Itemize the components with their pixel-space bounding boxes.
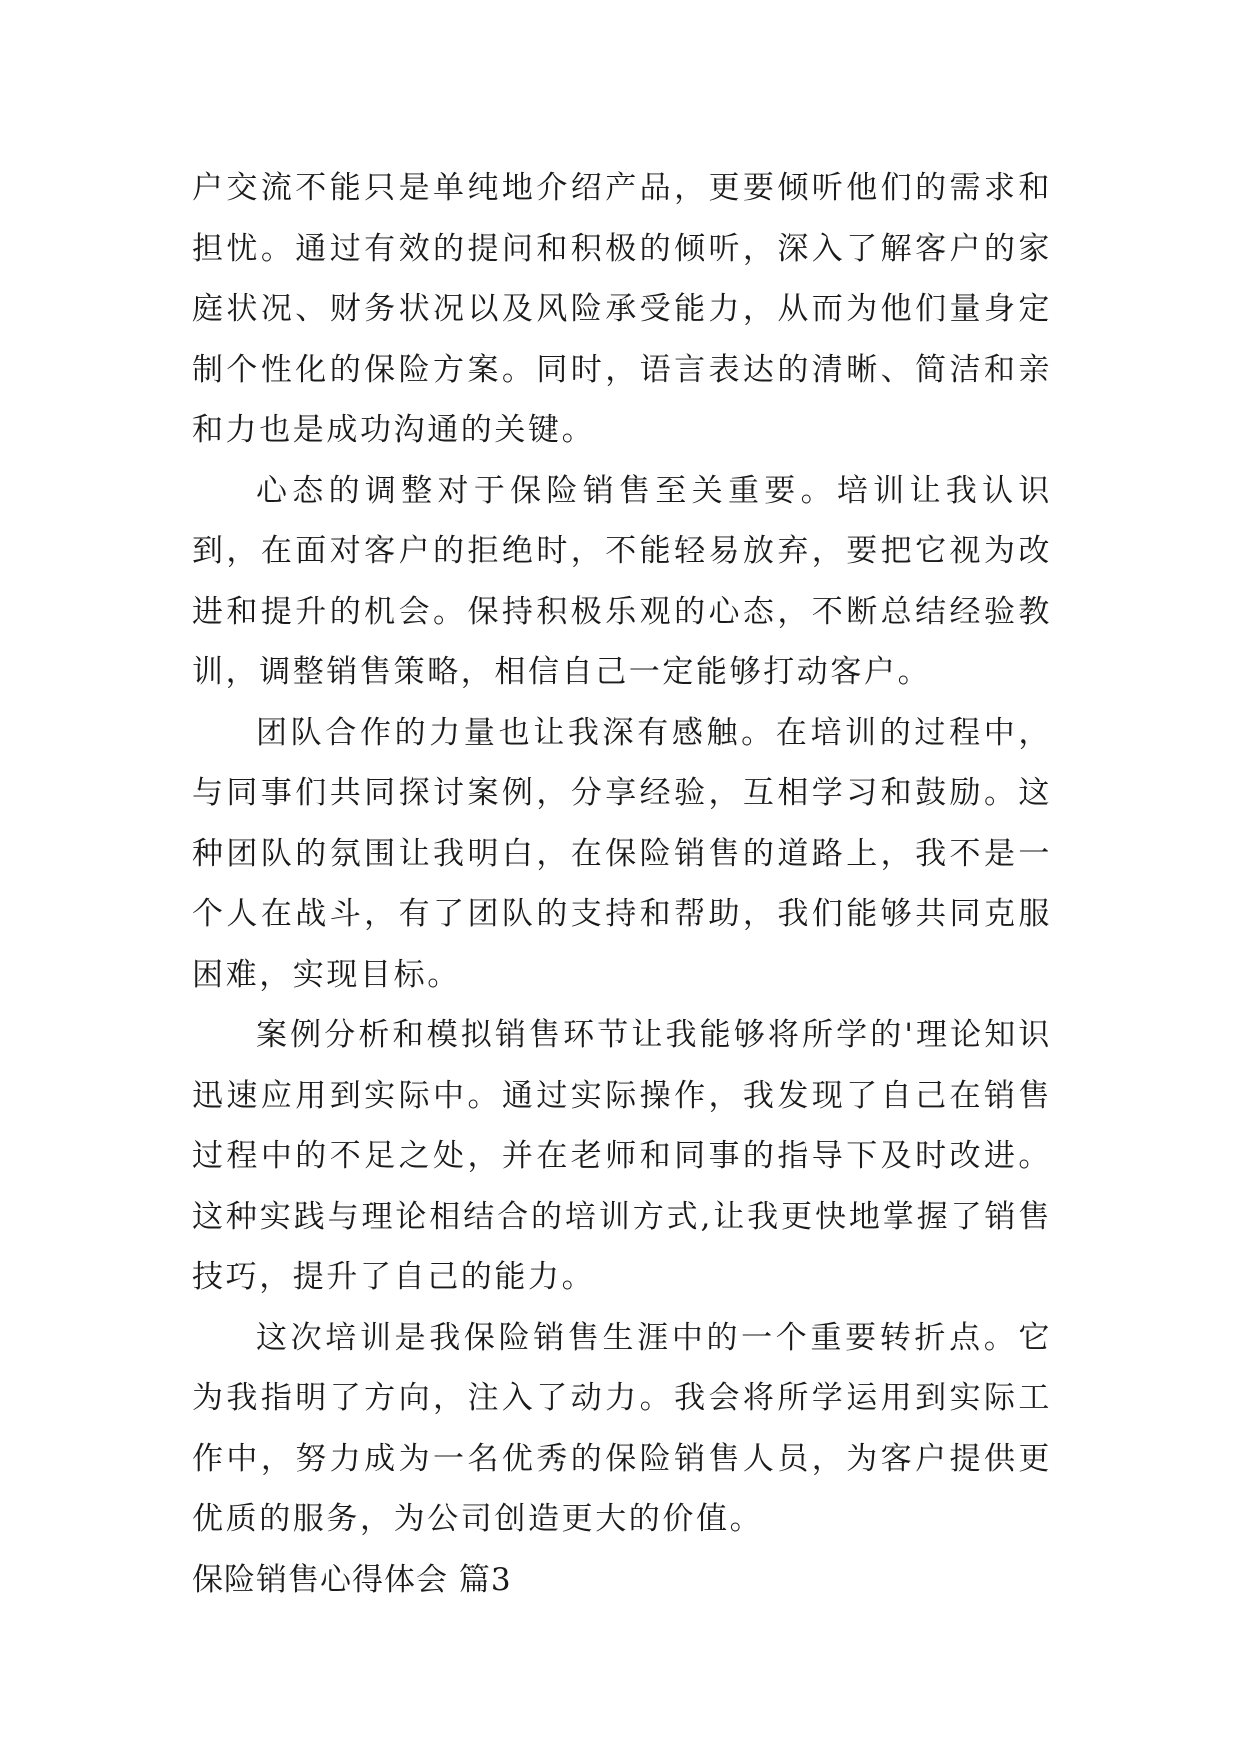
section-heading: 保险销售心得体会 篇3: [192, 1561, 512, 1598]
paragraph-mindset: 心态的调整对于保险销售至关重要。培训让我认识到，在面对客户的拒绝时，不能轻易放弃，要把它视为改进和提升的机会。保持积极乐观的心态，不断总结经验教训，调整销售策略，相信自己一定能够打动客户。: [192, 472, 1052, 690]
paragraph-case-analysis: 案例分析和模拟销售环节让我能够将所学的'理论知识迅速应用到实际中。通过实际操作，我发现了自己在销售过程中的不足之处，并在老师和同事的指导下及时改进。这种实践与理论相结合的培训方式,让我更快地掌握了销售技巧，提升了自己的能力。: [192, 1017, 1052, 1295]
paragraph-teamwork: 团队合作的力量也让我深有感触。在培训的过程中，与同事们共同探讨案例，分享经验，互相学习和鼓励。这种团队的氛围让我明白，在保险销售的道路上，我不是一个人在战斗，有了团队的支持和帮助，我们能够共同克服困难，实现目标。: [192, 714, 1052, 993]
document-body: [192, 158, 1052, 1610]
paragraph-conclusion: 这次培训是我保险销售生涯中的一个重要转折点。它为我指明了方向，注入了动力。我会将所学运用到实际工作中，努力成为一名优秀的保险销售人员，为客户提供更优质的服务，为公司创造更大的价值。: [192, 1319, 1052, 1537]
paragraph-continuation: 户交流不能只是单纯地介绍产品，更要倾听他们的需求和担忧。通过有效的提问和积极的倾听，深入了解客户的家庭状况、财务状况以及风险承受能力，从而为他们量身定制个性化的保险方案。同时，语言表达的清晰、简洁和亲和力也是成功沟通的关键。: [192, 170, 1052, 448]
